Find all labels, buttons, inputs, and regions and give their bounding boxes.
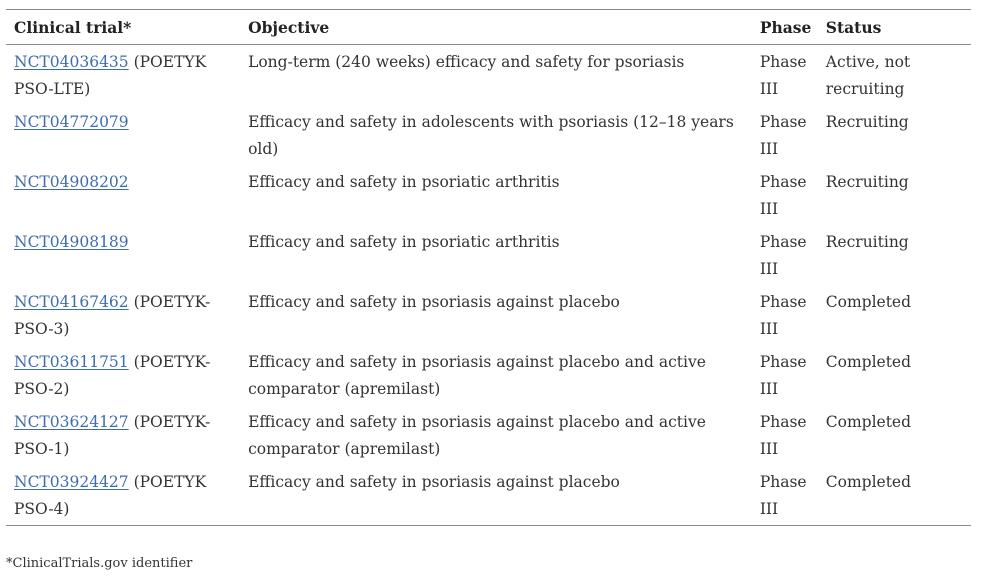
phase-cell: Phase III [759,173,807,218]
objective-cell: Efficacy and safety in adolescents with psoriasis (12–18 years old) [248,113,734,158]
clinical-trials-table-container [6,9,971,526]
header-clinical-trial: Clinical trial* [14,18,132,37]
trial-cell [6,225,240,285]
phase-cell: Phase III [759,53,807,98]
status-cell: Completed [825,353,912,371]
table-header [6,10,971,45]
trial-alias: (POETYK-PSO-2) [14,353,211,398]
trial-id-link[interactable]: NCT03624127 [14,413,129,431]
table-row [6,165,971,225]
objective-cell: Efficacy and safety in psoriasis against placebo [248,293,620,311]
trial-cell [6,45,240,106]
phase-cell: Phase III [759,233,807,278]
phase-cell: Phase III [759,473,807,518]
objective-cell: Efficacy and safety in psoriatic arthritis [248,173,560,191]
status-cell: Recruiting [825,233,909,251]
trial-alias: (POETYK-PSO-1) [14,413,211,458]
trial-alias: (POETYK PSO-4) [14,473,207,518]
trial-id-link[interactable]: NCT03924427 [14,473,129,491]
objective-cell: Efficacy and safety in psoriasis against placebo and active comparator (apremilast) [248,353,706,398]
status-cell: Recruiting [825,113,909,131]
phase-cell: Phase III [759,113,807,158]
table-row [6,405,971,465]
status-cell: Completed [825,473,912,491]
table-row [6,285,971,345]
status-cell: Completed [825,413,912,431]
trial-cell [6,105,240,165]
trial-id-link[interactable]: NCT03611751 [14,353,129,371]
status-cell: Completed [825,293,912,311]
trial-id-link[interactable]: NCT04772079 [14,113,129,131]
trial-cell [6,285,240,345]
table-body [6,45,971,526]
phase-cell: Phase III [759,353,807,398]
trial-cell [6,465,240,526]
trial-cell [6,165,240,225]
trial-id-link[interactable]: NCT04908189 [14,233,129,251]
footnote: *ClinicalTrials.gov identifier [6,556,193,571]
table-row [6,345,971,405]
trial-id-link[interactable]: NCT04167462 [14,293,129,311]
objective-cell: Efficacy and safety in psoriatic arthritis [248,233,560,251]
status-cell: Active, not recruiting [825,53,911,98]
objective-cell: Efficacy and safety in psoriasis against placebo and active comparator (apremilast) [248,413,706,458]
trial-alias: (POETYK-PSO-3) [14,293,211,338]
table-row [6,465,971,526]
header-row [6,10,971,45]
trial-cell [6,405,240,465]
header-status: Status [825,18,882,37]
status-cell: Recruiting [825,173,909,191]
table-row [6,45,971,106]
objective-cell: Long-term (240 weeks) efficacy and safety for psoriasis [248,53,685,71]
objective-cell: Efficacy and safety in psoriasis against placebo [248,473,620,491]
trial-alias: (POETYK PSO-LTE) [14,53,207,98]
phase-cell: Phase III [759,293,807,338]
trial-id-link[interactable]: NCT04908202 [14,173,129,191]
trial-cell [6,345,240,405]
trial-id-link[interactable]: NCT04036435 [14,53,129,71]
table-row [6,105,971,165]
header-phase: Phase [759,18,812,37]
header-objective: Objective [248,18,330,37]
clinical-trials-table [6,9,971,526]
phase-cell: Phase III [759,413,807,458]
table-row [6,225,971,285]
